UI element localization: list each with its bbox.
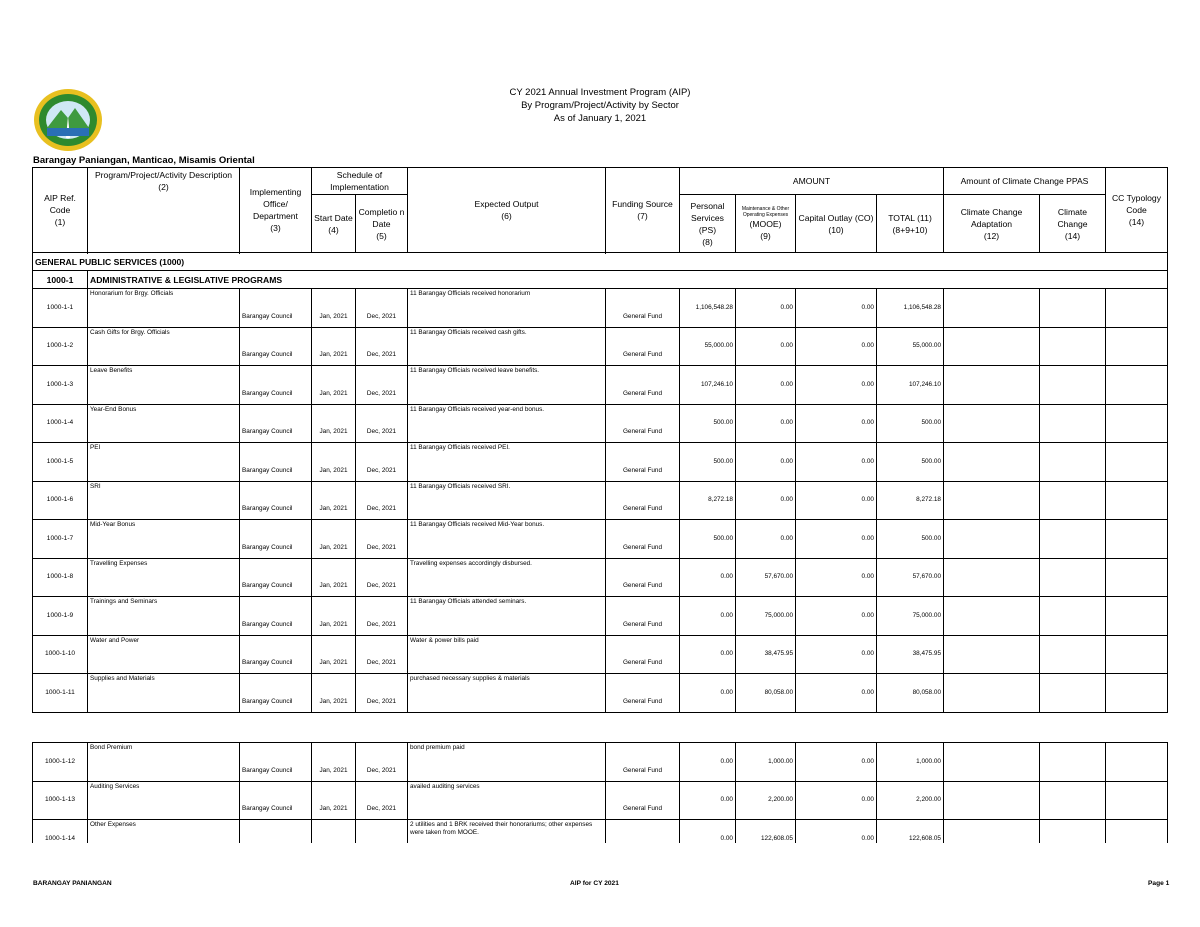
aip-ref-code: 1000-1-6 <box>33 481 88 520</box>
start-date: Jan, 2021 <box>312 635 356 674</box>
ppa-description: PEI <box>88 443 240 482</box>
capital-outlay-amount: 0.00 <box>796 289 877 328</box>
aip-ref-code: 1000-1-3 <box>33 366 88 405</box>
aip-ref-code: 1000-1-14 <box>33 820 88 859</box>
total-amount: 1,106,548.28 <box>877 289 944 328</box>
table-row <box>33 366 1168 405</box>
capital-outlay-amount: 0.00 <box>796 443 877 482</box>
col-total-header: TOTAL (11) (8+9+10) <box>877 195 944 253</box>
table-row <box>33 743 1168 782</box>
funding-source: General Fund <box>606 674 680 713</box>
capital-outlay-amount: 0.00 <box>796 404 877 443</box>
personal-services-amount: 0.00 <box>680 558 736 597</box>
aip-ref-code: 1000-1-4 <box>33 404 88 443</box>
ppa-description: Year-End Bonus <box>88 404 240 443</box>
funding-source: General Fund <box>606 327 680 366</box>
col-office-header: Implementing Office/ Department (3) <box>240 168 312 253</box>
completion-date: Dec, 2021 <box>356 327 408 366</box>
col-ps-header: Personal Services (PS) (8) <box>680 195 736 253</box>
start-date: Jan, 2021 <box>312 327 356 366</box>
completion-date: Dec, 2021 <box>356 404 408 443</box>
mooe-amount: 0.00 <box>736 443 796 482</box>
aip-ref-code: 1000-1-10 <box>33 635 88 674</box>
expected-output: 11 Barangay Officials received Mid-Year bonus. <box>408 520 606 559</box>
personal-services-amount: 0.00 <box>680 635 736 674</box>
capital-outlay-amount: 0.00 <box>796 558 877 597</box>
ppa-description: Bond Premium <box>88 743 240 782</box>
total-amount: 80,058.00 <box>877 674 944 713</box>
total-amount: 38,475.95 <box>877 635 944 674</box>
climate-mitigation-amount <box>1040 743 1106 782</box>
col-mooe-header: Maintenance & Other Operating Expenses (MOOE) (9) <box>736 195 796 253</box>
capital-outlay-amount: 0.00 <box>796 635 877 674</box>
cc-typology-code <box>1106 327 1168 366</box>
completion-date: Dec, 2021 <box>356 366 408 405</box>
document-titles <box>440 86 760 125</box>
start-date: Jan, 2021 <box>312 781 356 820</box>
implementing-office: Barangay Council <box>240 366 312 405</box>
completion-date: Dec, 2021 <box>356 481 408 520</box>
climate-mitigation-amount <box>1040 558 1106 597</box>
personal-services-amount: 500.00 <box>680 520 736 559</box>
climate-adaptation-amount <box>944 520 1040 559</box>
footer-center: AIP for CY 2021 <box>570 880 619 887</box>
funding-source: General Fund <box>606 597 680 636</box>
aip-table <box>32 167 1168 713</box>
col-cca-header: Climate Change Adaptation (12) <box>944 195 1040 253</box>
personal-services-amount: 0.00 <box>680 743 736 782</box>
climate-adaptation-amount <box>944 558 1040 597</box>
climate-adaptation-amount <box>944 481 1040 520</box>
completion-date: Dec, 2021 <box>356 635 408 674</box>
start-date: Jan, 2021 <box>312 674 356 713</box>
total-amount: 500.00 <box>877 443 944 482</box>
implementing-office: Barangay Council <box>240 781 312 820</box>
col-co-header: Capital Outlay (CO) (10) <box>796 195 877 253</box>
climate-mitigation-amount <box>1040 674 1106 713</box>
funding-source: General Fund <box>606 520 680 559</box>
ppa-description: Auditing Services <box>88 781 240 820</box>
ppa-description: Leave Benefits <box>88 366 240 405</box>
aip-ref-code: 1000-1-7 <box>33 520 88 559</box>
cc-typology-code <box>1106 743 1168 782</box>
personal-services-amount: 0.00 <box>680 820 736 859</box>
capital-outlay-amount: 0.00 <box>796 597 877 636</box>
cc-typology-code <box>1106 404 1168 443</box>
funding-source: General Fund <box>606 443 680 482</box>
climate-mitigation-amount <box>1040 366 1106 405</box>
capital-outlay-amount: 0.00 <box>796 520 877 559</box>
climate-mitigation-amount <box>1040 520 1106 559</box>
total-amount: 1,000.00 <box>877 743 944 782</box>
cc-typology-code <box>1106 520 1168 559</box>
implementing-office: Barangay Council <box>240 597 312 636</box>
total-amount: 122,608.05 <box>877 820 944 859</box>
personal-services-amount: 55,000.00 <box>680 327 736 366</box>
mooe-amount: 2,200.00 <box>736 781 796 820</box>
completion-date: Dec, 2021 <box>356 743 408 782</box>
start-date: Jan, 2021 <box>312 443 356 482</box>
mooe-amount: 0.00 <box>736 481 796 520</box>
cc-typology-code <box>1106 366 1168 405</box>
funding-source: General Fund <box>606 743 680 782</box>
mooe-amount: 0.00 <box>736 520 796 559</box>
table-row <box>33 481 1168 520</box>
header-row-1 <box>33 168 1168 195</box>
col-climate-header: Amount of Climate Change PPAS <box>944 168 1106 195</box>
total-amount: 500.00 <box>877 520 944 559</box>
table-row <box>33 289 1168 328</box>
barangay-name: Barangay Paniangan, Manticao, Misamis Oriental <box>33 155 255 166</box>
document-subtitle: By Program/Project/Activity by Sector <box>521 100 679 111</box>
expected-output: 11 Barangay Officials received year-end bonus. <box>408 404 606 443</box>
funding-source: General Fund <box>606 289 680 328</box>
ppa-description: Water and Power <box>88 635 240 674</box>
col-output-header: Expected Output (6) <box>408 168 606 253</box>
implementing-office: Barangay Council <box>240 443 312 482</box>
mooe-amount: 0.00 <box>736 327 796 366</box>
capital-outlay-amount: 0.00 <box>796 820 877 859</box>
table-row <box>33 327 1168 366</box>
cc-typology-code <box>1106 781 1168 820</box>
climate-mitigation-amount <box>1040 443 1106 482</box>
capital-outlay-amount: 0.00 <box>796 674 877 713</box>
personal-services-amount: 0.00 <box>680 597 736 636</box>
table-row <box>33 635 1168 674</box>
start-date: Jan, 2021 <box>312 520 356 559</box>
start-date: Jan, 2021 <box>312 558 356 597</box>
start-date: Jan, 2021 <box>312 366 356 405</box>
cc-typology-code <box>1106 443 1168 482</box>
mooe-amount: 57,670.00 <box>736 558 796 597</box>
page-cutoff <box>30 843 1170 873</box>
ppa-description: SRI <box>88 481 240 520</box>
mooe-amount: 0.00 <box>736 404 796 443</box>
expected-output: availed auditing services <box>408 781 606 820</box>
footer-page-number: Page 1 <box>1148 880 1170 887</box>
ppa-description: Other Expenses <box>88 820 240 859</box>
personal-services-amount: 0.00 <box>680 674 736 713</box>
climate-adaptation-amount <box>944 443 1040 482</box>
document-title: CY 2021 Annual Investment Program (AIP) <box>509 87 691 98</box>
table-row <box>33 674 1168 713</box>
personal-services-amount: 8,272.18 <box>680 481 736 520</box>
climate-adaptation-amount <box>944 366 1040 405</box>
col-funding-header: Funding Source (7) <box>606 168 680 253</box>
implementing-office: Barangay Council <box>240 520 312 559</box>
col-typology-header: CC Typology Code (14) <box>1106 168 1168 253</box>
cc-typology-code <box>1106 289 1168 328</box>
mooe-amount: 38,475.95 <box>736 635 796 674</box>
ppa-description: Honorarium for Brgy. Officials <box>88 289 240 328</box>
climate-mitigation-amount <box>1040 404 1106 443</box>
table-row <box>33 404 1168 443</box>
aip-ref-code: 1000-1-9 <box>33 597 88 636</box>
climate-adaptation-amount <box>944 289 1040 328</box>
climate-mitigation-amount <box>1040 289 1106 328</box>
start-date: Jan, 2021 <box>312 404 356 443</box>
personal-services-amount: 500.00 <box>680 443 736 482</box>
aip-table-continued <box>32 742 1168 859</box>
mooe-amount: 80,058.00 <box>736 674 796 713</box>
climate-adaptation-amount <box>944 743 1040 782</box>
cc-typology-code <box>1106 635 1168 674</box>
ppa-description: Cash Gifts for Brgy. Officials <box>88 327 240 366</box>
program-name: ADMINISTRATIVE & LEGISLATIVE PROGRAMS <box>88 271 1168 289</box>
mooe-amount: 122,608.05 <box>736 820 796 859</box>
climate-adaptation-amount <box>944 597 1040 636</box>
climate-adaptation-amount <box>944 635 1040 674</box>
col-amount-header: AMOUNT <box>680 168 944 195</box>
expected-output: 11 Barangay Officials received leave benefits. <box>408 366 606 405</box>
personal-services-amount: 107,246.10 <box>680 366 736 405</box>
table-row <box>33 520 1168 559</box>
col-schedule-header: Schedule of Implementation <box>312 168 408 195</box>
col-ccm-header: Climate Change (14) <box>1040 195 1106 253</box>
aip-ref-code: 1000-1-5 <box>33 443 88 482</box>
completion-date: Dec, 2021 <box>356 674 408 713</box>
expected-output: 11 Barangay Officials received honorarium <box>408 289 606 328</box>
mooe-amount: 0.00 <box>736 289 796 328</box>
completion-date: Dec, 2021 <box>356 443 408 482</box>
climate-adaptation-amount <box>944 404 1040 443</box>
table-row <box>33 597 1168 636</box>
footer-left: BARANGAY PANIANGAN <box>33 880 112 887</box>
expected-output: 11 Barangay Officials received PEI. <box>408 443 606 482</box>
personal-services-amount: 500.00 <box>680 404 736 443</box>
climate-mitigation-amount <box>1040 481 1106 520</box>
funding-source: General Fund <box>606 635 680 674</box>
sector-label: GENERAL PUBLIC SERVICES (1000) <box>33 253 1168 271</box>
completion-date: Dec, 2021 <box>356 289 408 328</box>
completion-date: Dec, 2021 <box>356 558 408 597</box>
start-date: Jan, 2021 <box>312 743 356 782</box>
implementing-office: Barangay Council <box>240 404 312 443</box>
personal-services-amount: 0.00 <box>680 781 736 820</box>
aip-ref-code: 1000-1-13 <box>33 781 88 820</box>
implementing-office: Barangay Council <box>240 635 312 674</box>
implementing-office: Barangay Council <box>240 481 312 520</box>
ppa-description: Supplies and Materials <box>88 674 240 713</box>
climate-mitigation-amount <box>1040 327 1106 366</box>
implementing-office: Barangay Council <box>240 558 312 597</box>
total-amount: 75,000.00 <box>877 597 944 636</box>
expected-output: Travelling expenses accordingly disbursed. <box>408 558 606 597</box>
expected-output: 11 Barangay Officials received SRI. <box>408 481 606 520</box>
capital-outlay-amount: 0.00 <box>796 327 877 366</box>
total-amount: 57,670.00 <box>877 558 944 597</box>
col-ppa-header: Program/Project/Activity Description (2) <box>88 168 240 253</box>
table-row <box>33 443 1168 482</box>
cc-typology-code <box>1106 674 1168 713</box>
implementing-office: Barangay Council <box>240 674 312 713</box>
mooe-amount: 1,000.00 <box>736 743 796 782</box>
implementing-office: Barangay Council <box>240 743 312 782</box>
aip-ref-code: 1000-1-11 <box>33 674 88 713</box>
climate-mitigation-amount <box>1040 635 1106 674</box>
aip-ref-code: 1000-1-2 <box>33 327 88 366</box>
cc-typology-code <box>1106 558 1168 597</box>
capital-outlay-amount: 0.00 <box>796 743 877 782</box>
expected-output: purchased necessary supplies & materials <box>408 674 606 713</box>
completion-date: Dec, 2021 <box>356 597 408 636</box>
implementing-office: Barangay Council <box>240 289 312 328</box>
cc-typology-code <box>1106 481 1168 520</box>
start-date: Jan, 2021 <box>312 481 356 520</box>
funding-source: General Fund <box>606 481 680 520</box>
cc-typology-code <box>1106 597 1168 636</box>
total-amount: 2,200.00 <box>877 781 944 820</box>
ppa-description: Travelling Expenses <box>88 558 240 597</box>
climate-adaptation-amount <box>944 674 1040 713</box>
col-completion-header: Completio n Date (5) <box>356 195 408 253</box>
start-date: Jan, 2021 <box>312 597 356 636</box>
funding-source: General Fund <box>606 781 680 820</box>
mooe-amount: 75,000.00 <box>736 597 796 636</box>
capital-outlay-amount: 0.00 <box>796 481 877 520</box>
total-amount: 107,246.10 <box>877 366 944 405</box>
funding-source: General Fund <box>606 404 680 443</box>
funding-source: General Fund <box>606 558 680 597</box>
expected-output: 11 Barangay Officials received cash gifts. <box>408 327 606 366</box>
implementing-office: Barangay Council <box>240 327 312 366</box>
table-row <box>33 781 1168 820</box>
climate-adaptation-amount <box>944 781 1040 820</box>
col-start-header: Start Date (4) <box>312 195 356 253</box>
funding-source: General Fund <box>606 366 680 405</box>
table-row <box>33 558 1168 597</box>
program-row <box>33 271 1168 289</box>
total-amount: 55,000.00 <box>877 327 944 366</box>
ppa-description: Trainings and Seminars <box>88 597 240 636</box>
climate-mitigation-amount <box>1040 781 1106 820</box>
completion-date: Dec, 2021 <box>356 520 408 559</box>
barangay-seal-logo <box>33 88 103 152</box>
personal-services-amount: 1,106,548.28 <box>680 289 736 328</box>
ppa-description: Mid-Year Bonus <box>88 520 240 559</box>
climate-adaptation-amount <box>944 327 1040 366</box>
aip-ref-code: 1000-1-1 <box>33 289 88 328</box>
start-date: Jan, 2021 <box>312 289 356 328</box>
expected-output: 11 Barangay Officials attended seminars. <box>408 597 606 636</box>
completion-date: Dec, 2021 <box>356 781 408 820</box>
program-code: 1000-1 <box>33 271 88 289</box>
total-amount: 500.00 <box>877 404 944 443</box>
expected-output: 2 utilities and 1 BRK received their honorariums; other expenses were taken from MOOE. <box>408 820 606 859</box>
mooe-amount: 0.00 <box>736 366 796 405</box>
expected-output: Water & power bills paid <box>408 635 606 674</box>
capital-outlay-amount: 0.00 <box>796 781 877 820</box>
aip-ref-code: 1000-1-12 <box>33 743 88 782</box>
col-aip-ref-header: AIP Ref. Code (1) <box>33 168 88 253</box>
expected-output: bond premium paid <box>408 743 606 782</box>
total-amount: 8,272.18 <box>877 481 944 520</box>
aip-ref-code: 1000-1-8 <box>33 558 88 597</box>
capital-outlay-amount: 0.00 <box>796 366 877 405</box>
sector-row <box>33 253 1168 271</box>
document-as-of-date: As of January 1, 2021 <box>553 113 647 124</box>
climate-mitigation-amount <box>1040 597 1106 636</box>
